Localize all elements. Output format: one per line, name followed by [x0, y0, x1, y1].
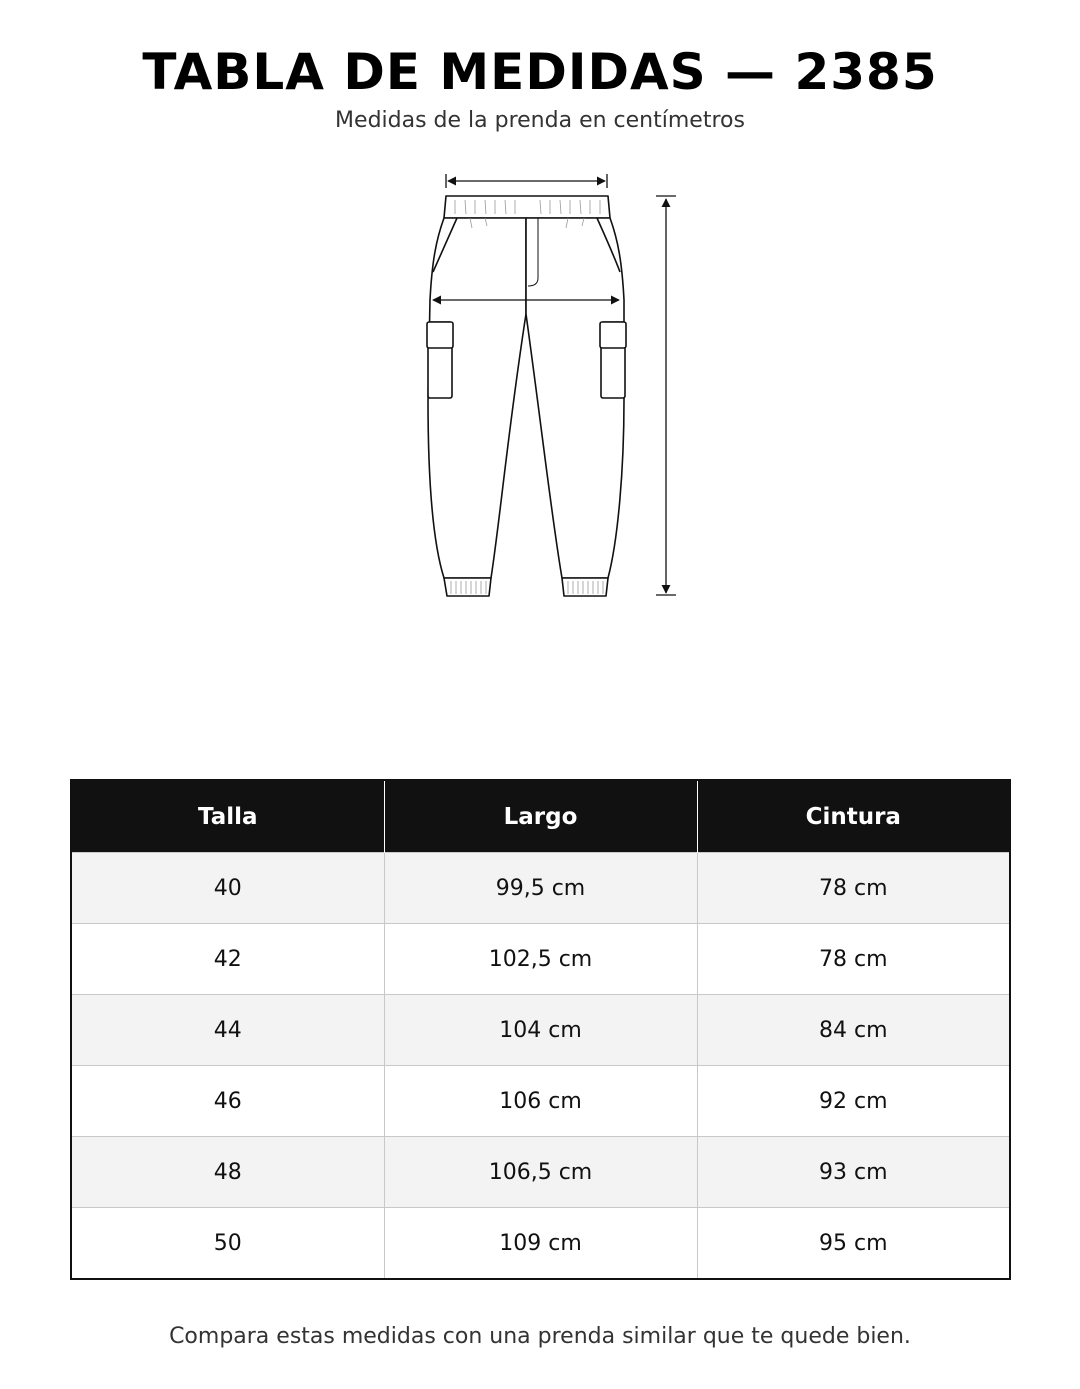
cell-talla: 46	[71, 1066, 384, 1137]
cell-cintura: 78 cm	[697, 853, 1010, 924]
cell-largo: 106 cm	[384, 1066, 697, 1137]
cell-cintura: 84 cm	[697, 995, 1010, 1066]
cell-talla: 40	[71, 853, 384, 924]
cell-talla: 42	[71, 924, 384, 995]
pants-outline	[427, 196, 626, 596]
cell-cintura: 92 cm	[697, 1066, 1010, 1137]
column-header-talla: Talla	[71, 780, 384, 853]
right-cargo-flap	[600, 322, 626, 348]
page-subtitle: Medidas de la prenda en centímetros	[335, 108, 745, 133]
cell-talla: 44	[71, 995, 384, 1066]
cell-cintura: 93 cm	[697, 1137, 1010, 1208]
cell-largo: 99,5 cm	[384, 853, 697, 924]
column-header-cintura: Cintura	[697, 780, 1010, 853]
cell-largo: 102,5 cm	[384, 924, 697, 995]
table-row	[71, 1137, 1010, 1208]
cell-largo: 104 cm	[384, 995, 697, 1066]
page-title: TABLA DE MEDIDAS — 2385	[142, 43, 938, 101]
column-header-largo: Largo	[384, 780, 697, 853]
size-table	[70, 779, 1011, 1280]
left-cargo-flap	[427, 322, 453, 348]
cell-cintura: 95 cm	[697, 1208, 1010, 1280]
table-row	[71, 924, 1010, 995]
cell-talla: 48	[71, 1137, 384, 1208]
table-row	[71, 1066, 1010, 1137]
cell-largo: 109 cm	[384, 1208, 697, 1280]
table-row	[71, 995, 1010, 1066]
cell-cintura: 78 cm	[697, 924, 1010, 995]
waistband	[444, 196, 610, 218]
table-row	[71, 1208, 1010, 1280]
cell-talla: 50	[71, 1208, 384, 1280]
footer-note: Compara estas medidas con una prenda similar que te quede bien.	[169, 1324, 911, 1349]
table-row	[71, 853, 1010, 924]
pants-illustration	[0, 160, 1080, 620]
table-header-row	[71, 780, 1010, 853]
cell-largo: 106,5 cm	[384, 1137, 697, 1208]
right-cuff	[562, 578, 608, 596]
